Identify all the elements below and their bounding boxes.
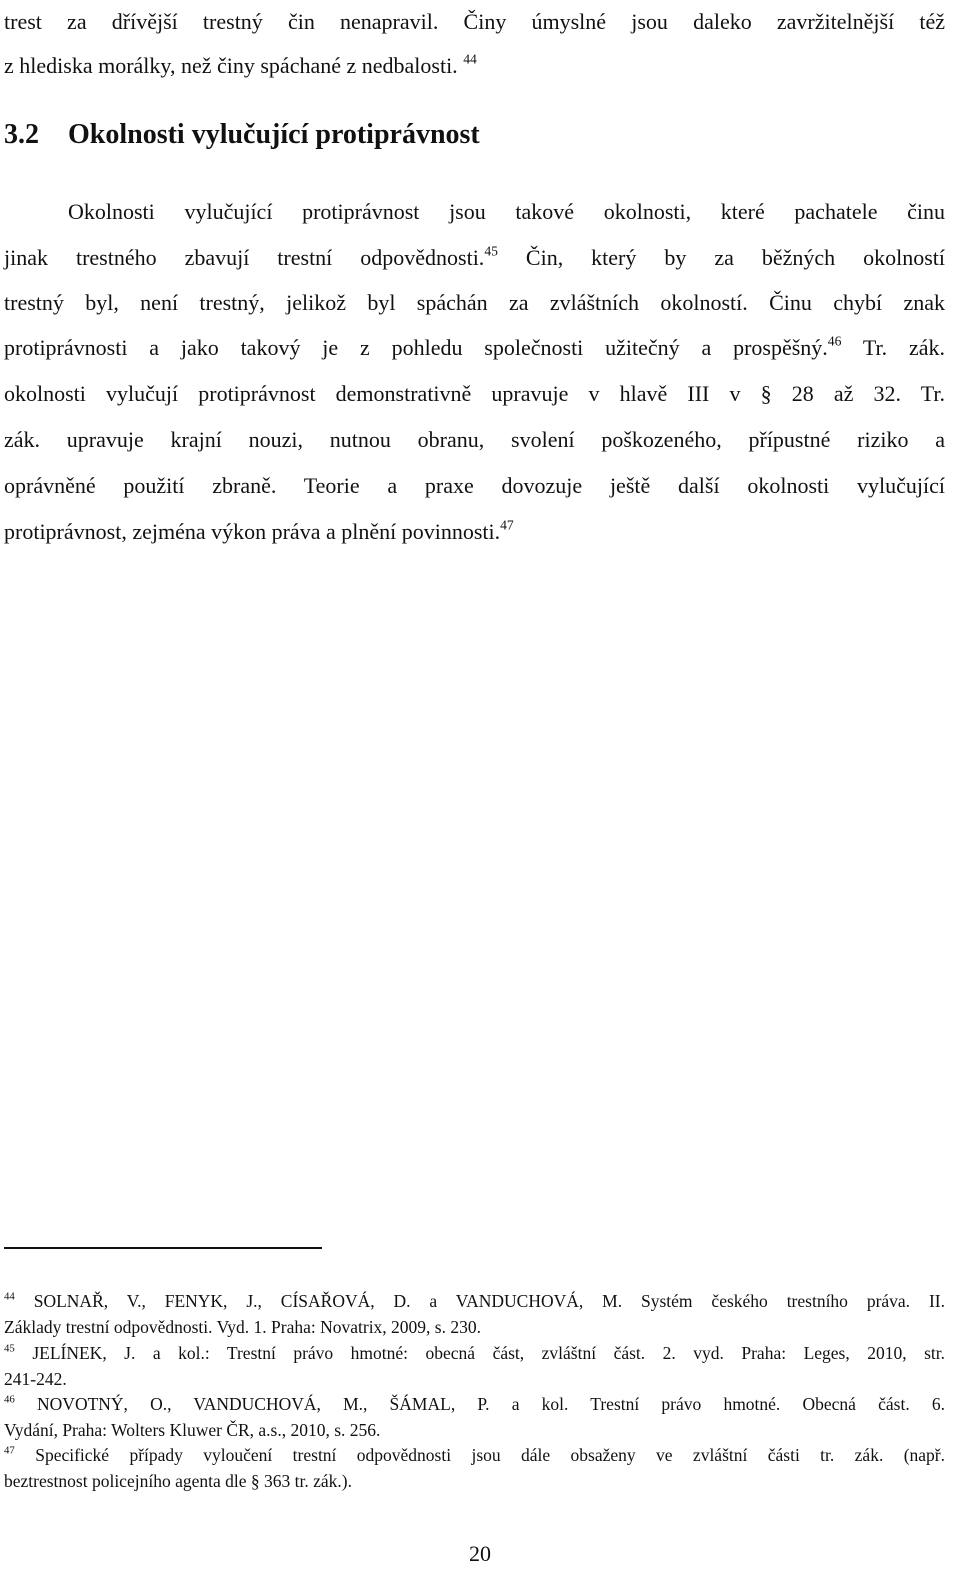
- text: Čin, který by za běžných okolností: [497, 245, 945, 270]
- text: jinak trestného zbavují trestní odpovědnosti.: [4, 245, 485, 270]
- footnote-47: [4, 1443, 945, 1467]
- text: Tr. zák.: [841, 335, 945, 360]
- text: zák. upravuje krajní nouzi, nutnou obranu, svolení poškozeného, přípustné riziko a: [4, 427, 945, 452]
- body-line: [4, 52, 945, 80]
- footnote-number: 44: [4, 1290, 15, 1303]
- paragraph-line: [4, 334, 945, 362]
- text: beztrestnost policejního agenta dle § 363 tr. zák.).: [4, 1471, 352, 1491]
- text: trest za dřívější trestný čin nenapravil. Činy úmyslné jsou daleko zavržitelnější též: [4, 9, 945, 34]
- footnote-ref[interactable]: 44: [463, 51, 477, 67]
- footnote-number: 46: [4, 1393, 15, 1406]
- footnote-number: 47: [4, 1444, 15, 1457]
- section-number: 3.2: [4, 119, 39, 150]
- paragraph-line: [68, 198, 945, 226]
- text: Základy trestní odpovědnosti. Vyd. 1. Praha: Novatrix, 2009, s. 230.: [4, 1317, 481, 1337]
- footnote-ref[interactable]: 45: [484, 243, 498, 259]
- footnote-ref[interactable]: 46: [827, 333, 842, 349]
- text: SOLNAŘ, V., FENYK, J., CÍSAŘOVÁ, D. a VANDUCHOVÁ, M. Systém českého trestního práva. II.: [14, 1291, 945, 1311]
- text: JELÍNEK, J. a kol.: Trestní právo hmotné: obecná část, zvláštní část. 2. vyd. Praha: Leges, 2010, str.: [14, 1343, 945, 1363]
- section-title: Okolnosti vylučující protiprávnost: [68, 119, 480, 150]
- footnote-number: 45: [4, 1342, 15, 1355]
- text: NOVOTNÝ, O., VANDUCHOVÁ, M., ŠÁMAL, P. a kol. Trestní právo hmotné. Obecná část. 6.: [14, 1394, 945, 1414]
- footnote-45-cont: [4, 1367, 945, 1391]
- footnote-45: [4, 1341, 945, 1365]
- paragraph-line: [4, 518, 945, 546]
- text: protiprávnosti a jako takový je z pohledu společnosti užitečný a prospěšný.: [4, 335, 828, 360]
- text: okolnosti vylučují protiprávnost demonstrativně upravuje v hlavě III v § 28 až 32. Tr.: [4, 381, 945, 406]
- paragraph-line: [4, 380, 945, 408]
- text: Specifické případy vyloučení trestní odpovědnosti jsou dále obsaženy ve zvláštní části tr. zák. (např.: [14, 1445, 945, 1465]
- text: 241-242.: [4, 1369, 67, 1389]
- text: Vydání, Praha: Wolters Kluwer ČR, a.s., 2010, s. 256.: [4, 1420, 381, 1440]
- text: Okolnosti vylučující protiprávnost jsou takové okolnosti, které pachatele činu: [68, 199, 945, 224]
- paragraph-line: [4, 289, 945, 317]
- text: protiprávnost, zejména výkon práva a plnění povinnosti.: [4, 519, 501, 544]
- page-number: 20: [469, 1541, 491, 1566]
- text: z hlediska morálky, než činy spáchané z nedbalosti.: [4, 53, 458, 78]
- body-line: [4, 8, 945, 36]
- footnote-46: [4, 1392, 945, 1416]
- text: trestný byl, není trestný, jelikož byl spáchán za zvláštních okolností. Činu chybí znak: [4, 290, 945, 315]
- paragraph-line: [4, 426, 945, 454]
- footnote-46-cont: [4, 1418, 945, 1442]
- footnote-ref[interactable]: 47: [500, 517, 514, 533]
- section-heading: [4, 118, 480, 152]
- paragraph-line: [4, 244, 945, 272]
- footnote-44: [4, 1289, 945, 1313]
- text: oprávněné použití zbraně. Teorie a praxe dovozuje ještě další okolnosti vylučující: [4, 473, 945, 498]
- paragraph-line: [4, 472, 945, 500]
- footnote-47-cont: [4, 1469, 945, 1493]
- footnote-44-cont: [4, 1315, 945, 1339]
- footnote-separator: [4, 1247, 322, 1249]
